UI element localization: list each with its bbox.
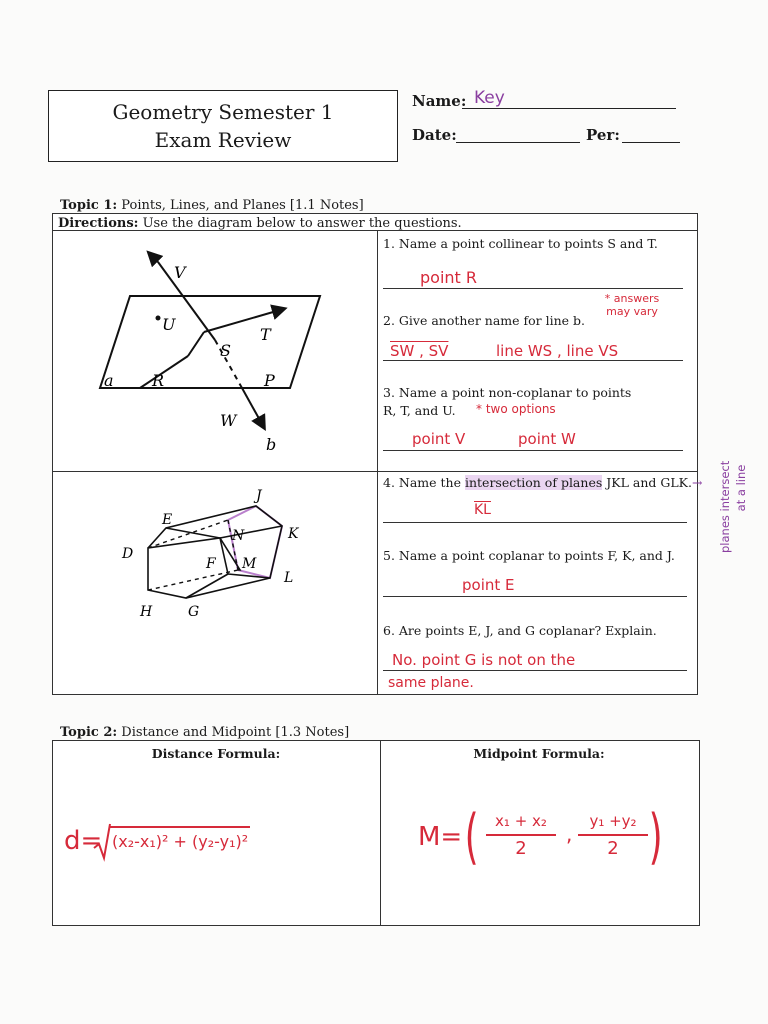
column-divider (377, 231, 378, 694)
prism-diagram (110, 482, 310, 622)
x-fraction-bar (486, 834, 556, 836)
prism-edge-ef (166, 528, 220, 538)
answer-3b: point W (518, 430, 576, 448)
directions-text: Use the diagram below to answer the questions. (138, 216, 462, 231)
date-label: Date: (412, 126, 457, 144)
topic2-heading (60, 725, 349, 740)
answer-3a: point V (412, 430, 466, 448)
question-3b: R, T, and U. (383, 403, 456, 418)
question-4 (383, 474, 702, 491)
directions (58, 216, 462, 231)
topic1-heading-text: Points, Lines, and Planes [1.1 Notes] (117, 198, 364, 213)
label-f: F (206, 556, 216, 572)
line-b-lower (242, 388, 262, 424)
name-label: Name: (412, 92, 467, 110)
label-t: T (260, 325, 271, 344)
midpoint-separator: , (566, 822, 573, 846)
label-g: G (188, 604, 200, 620)
answer-4-line (383, 522, 687, 523)
label-w: W (220, 411, 237, 430)
title-box (48, 90, 398, 162)
side-note-line-2: at a line (734, 464, 748, 512)
y-fraction-bar (578, 834, 648, 836)
answer-6-line (383, 670, 687, 671)
label-l: L (284, 570, 294, 586)
label-e: E (162, 512, 173, 528)
midpoint-lhs: M= (418, 822, 463, 852)
answer-6b: same plane. (388, 675, 474, 691)
label-s: S (220, 341, 231, 360)
note-2: * answers may vary (604, 292, 660, 318)
answer-2b: line WS , line VS (496, 342, 619, 360)
distance-label: Distance Formula: (151, 746, 281, 761)
right-paren: ) (648, 802, 663, 872)
question-6: 6. Are points E, J, and G coplanar? Explain. (383, 623, 657, 638)
name-value: Key (474, 88, 505, 108)
left-paren: ( (464, 802, 479, 872)
answer-5: point E (462, 576, 515, 594)
label-d: D (122, 546, 134, 562)
row-divider (52, 471, 698, 472)
topic1-heading (60, 198, 364, 213)
side-note-line-1: planes intersect (718, 460, 732, 553)
plane-lines-diagram (90, 248, 350, 458)
line-b-arrow-top (152, 256, 158, 262)
label-r: R (152, 371, 165, 390)
topic2-heading-text: Distance and Midpoint [1.3 Notes] (117, 725, 350, 740)
distance-lhs: d= (64, 826, 103, 856)
prism-hidden-hm (148, 570, 238, 590)
side-note-text (717, 423, 749, 553)
midpoint-label: Midpoint Formula: (473, 746, 605, 761)
arrow-icon: → (691, 475, 703, 490)
title-line-1: Geometry Semester 1 (112, 100, 334, 124)
question-5: 5. Name a point coplanar to points F, K, and J. (383, 548, 675, 563)
directions-bold: Directions: (58, 216, 139, 231)
answer-1: point R (420, 268, 478, 287)
question-2: 2. Give another name for line b. (383, 313, 585, 328)
question-4-start: 4. Name the (383, 475, 461, 490)
y-denominator: 2 (607, 838, 619, 859)
x-numerator: x₁ + x₂ (495, 812, 547, 830)
label-a: a (104, 371, 114, 390)
line-a-left (188, 332, 204, 356)
prism-edge-gh (186, 574, 228, 598)
question-1: 1. Name a point collinear to points S and T. (383, 236, 658, 251)
question-4-highlight: intersection of planes (464, 475, 603, 490)
answer-3-line (383, 450, 683, 451)
note-3: * two options (476, 402, 556, 416)
label-m: M (242, 556, 257, 572)
radical-icon (92, 822, 112, 862)
distance-radicand: (x₂-x₁)² + (y₂-y₁)² (110, 826, 250, 852)
answer-2a: SW , SV (390, 342, 449, 360)
per-label: Per: (586, 126, 620, 144)
question-4-end: JKL and GLK. (606, 475, 692, 490)
date-line (456, 126, 580, 143)
side-note (702, 420, 748, 553)
topic2-heading-bold: Topic 2: (60, 725, 118, 740)
title-line-2: Exam Review (154, 128, 292, 152)
answer-2-line (383, 360, 683, 361)
label-p: P (264, 371, 275, 390)
label-n: N (232, 528, 245, 544)
per-line (622, 126, 680, 143)
answer-4: $\overline{KL}$ (474, 502, 491, 518)
label-j: J (256, 488, 262, 504)
answer-1-line (383, 288, 683, 289)
label-h: H (140, 604, 153, 620)
answer-6a: No. point G is not on the (392, 651, 576, 669)
question-3a: 3. Name a point non-coplanar to points (383, 385, 632, 400)
point-u-dot (156, 316, 161, 321)
label-b: b (266, 435, 277, 454)
plane-p-shape (100, 296, 320, 388)
label-v: V (174, 263, 186, 282)
x-denominator: 2 (515, 838, 527, 859)
answer-5-line (383, 596, 687, 597)
topic1-heading-bold: Topic 1: (60, 198, 118, 213)
label-u: U (162, 315, 176, 334)
label-k: K (288, 526, 299, 542)
y-numerator: y₁ +y₂ (589, 812, 637, 830)
topic2-divider (380, 741, 381, 925)
